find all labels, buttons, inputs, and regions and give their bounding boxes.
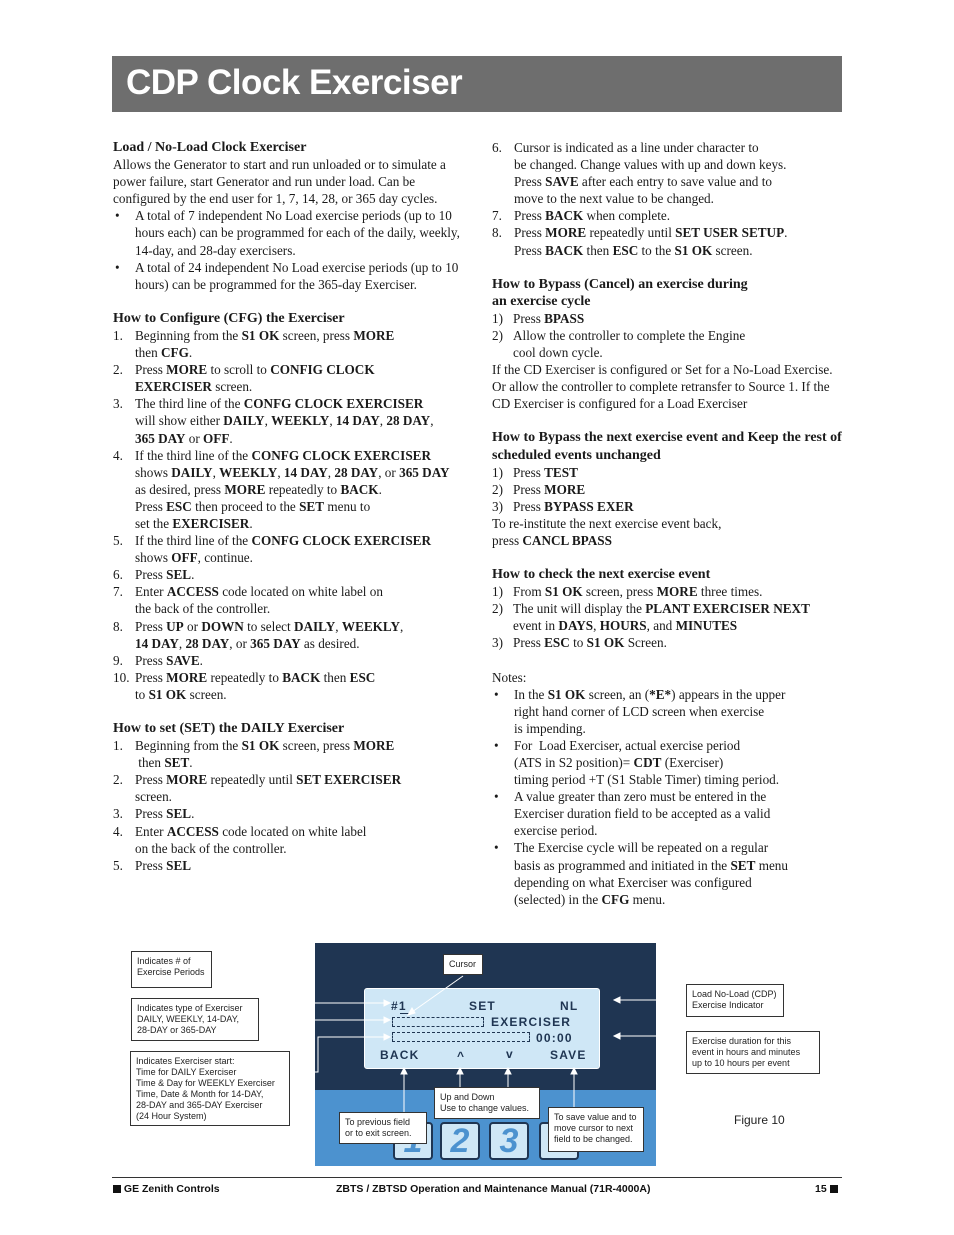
footer-square-icon: [113, 1185, 121, 1193]
callout-periods: Indicates # of Exercise Periods: [131, 951, 212, 988]
footer-left: GE Zenith Controls: [113, 1183, 220, 1195]
list-item: • A total of 7 independent No Load exercise periods (up to 10 hours each) can be programmed for each of the daily, weekly, 14-day, and 28-day exercisers.: [115, 208, 460, 258]
list-item: 2) The unit will display the PLANT EXERCISER NEXT event in DAYS, HOURS, and MINUTES: [492, 601, 810, 634]
callout-previous: To previous field or to exit screen.: [339, 1112, 427, 1144]
list-item: 1. Beginning from the S1 OK screen, press MORE then SET.: [113, 738, 395, 771]
section-heading: How to Bypass the next exercise event and Keep the rest of scheduled events unchanged: [492, 430, 842, 463]
lcd-save: SAVE: [550, 1048, 587, 1062]
footer-rule: [112, 1177, 842, 1178]
list-item: • For Load Exerciser, actual exercise period (ATS in S2 position)= CDT (Exerciser) timing period +T (S1 Stable Timer) timing period.: [494, 737, 780, 788]
list-item: 2) Press MORE: [492, 481, 586, 497]
list-item: 3) Press BYPASS EXER: [492, 498, 634, 514]
callout-cursor: Cursor: [443, 954, 483, 975]
list-item: 3. Press SEL.: [113, 806, 195, 822]
callout-up-down: Up and Down Use to change values.: [434, 1087, 540, 1119]
list-item: • A total of 24 independent No Load exercise periods (up to 10 hours) can be programmed for the 365-day Exerciser.: [115, 259, 459, 292]
list-item: 1. Beginning from the S1 OK screen, press MORE then CFG.: [113, 327, 395, 361]
callout-type: Indicates type of Exerciser DAILY, WEEKLY, 14-DAY, 28-DAY or 365-DAY: [131, 998, 259, 1041]
footer-center: ZBTS / ZBTSD Operation and Maintenance Manual (71R-4000A): [336, 1183, 651, 1195]
notes-label: Notes:: [492, 669, 527, 685]
soft-key-2[interactable]: 2: [440, 1122, 480, 1160]
lcd-nl-indicator: NL: [560, 999, 579, 1013]
callout-start: Indicates Exerciser start: Time for DAILY Exerciser Time & Day for WEEKLY Exerciser Time, Date & Month for 14-DAY, 28-DAY and 365-DAY Exerciser (24 Hour System): [130, 1051, 290, 1126]
paragraph: If the CD Exerciser is configured or Set for a No-Load Exercise. Or allow the controller to complete retransfer to Source 1. If the CD Exerciser is configured for a Load Exerciser: [492, 362, 833, 412]
lcd-up: ^: [457, 1049, 466, 1063]
list-item: 10. Press MORE repeatedly to BACK then ESC to S1 OK screen.: [113, 669, 376, 702]
list-item: 4. Enter ACCESS code located on white label on the back of the controller.: [113, 823, 367, 856]
list-item: 2) Allow the controller to complete the Engine cool down cycle.: [492, 327, 746, 361]
callout-load-indicator: Load No-Load (CDP) Exercise Indicator: [686, 984, 784, 1017]
list-item: • In the S1 OK screen, an (*E*) appears in the upper right hand corner of LCD screen when exercise is impending.: [494, 686, 786, 736]
list-item: 2. Press MORE repeatedly until SET EXERCISER screen.: [113, 772, 402, 805]
list-item: 8. Press UP or DOWN to select DAILY, WEEKLY, 14 DAY, 28 DAY, or 365 DAY as desired.: [113, 618, 404, 651]
section-heading: How to Bypass (Cancel) an exercise during an exercise cycle: [492, 276, 748, 309]
list-item: 3) Press ESC to S1 OK Screen.: [492, 635, 667, 651]
section-heading: Load / No-Load Clock Exerciser: [113, 140, 307, 155]
list-item: 6. Cursor is indicated as a line under character to be changed. Change values with up and down keys. Press SAVE after each entry to save value and to move to the next value to be changed.: [492, 140, 787, 207]
list-item: 7. Press BACK when complete.: [492, 208, 671, 224]
lcd-period-number: #1: [391, 999, 407, 1013]
list-item: 1) Press BPASS: [492, 310, 585, 326]
list-item: 6. Press SEL.: [113, 567, 195, 583]
list-item: 1) From S1 OK screen, press MORE three times.: [492, 584, 763, 600]
footer-page: 15: [815, 1183, 838, 1195]
section-heading: How to check the next exercise event: [492, 567, 711, 583]
list-item: 7. Enter ACCESS code located on white label on the back of the controller.: [113, 584, 383, 617]
list-item: • A value greater than zero must be entered in the Exerciser duration field to be accepted as a valid exercise period.: [494, 789, 771, 839]
callout-duration: Exercise duration for this event in hours and minutes up to 10 hours per event: [686, 1031, 820, 1074]
lcd-back: BACK: [380, 1048, 420, 1062]
lcd-exerciser: EXERCISER: [491, 1015, 572, 1029]
list-item: 3. The third line of the CONFG CLOCK EXERCISER will show either DAILY, WEEKLY, 14 DAY, 28 DAY, 365 DAY or OFF.: [113, 396, 434, 446]
paragraph: To re-institute the next exercise event back, press CANCL BPASS: [492, 515, 722, 548]
figure-caption: Figure 10: [734, 1113, 785, 1127]
list-item: 2. Press MORE to scroll to CONFIG CLOCK EXERCISER screen.: [113, 362, 375, 395]
list-item: 8. Press MORE repeatedly until SET USER SETUP. Press BACK then ESC to the S1 OK screen.: [492, 225, 788, 258]
footer-square-icon: [830, 1185, 838, 1193]
list-item: 5. If the third line of the CONFG CLOCK EXERCISER shows OFF, continue.: [113, 533, 431, 566]
list-item: • The Exercise cycle will be repeated on a regular basis as programmed and initiated in the SET menu depending on what Exerciser was configured (selected) in the CFG menu.: [494, 840, 788, 907]
page-title: CDP Clock Exerciser: [126, 63, 463, 102]
list-item: 9. Press SAVE.: [113, 652, 203, 668]
lcd-duration: 00:00: [536, 1031, 573, 1045]
list-item: 1) Press TEST: [492, 464, 578, 480]
soft-key-3[interactable]: 3: [489, 1122, 529, 1160]
list-item: 5. Press SEL: [113, 857, 192, 873]
lcd-set: SET: [469, 999, 496, 1013]
lcd-down: v: [506, 1047, 514, 1061]
section-heading: How to Configure (CFG) the Exerciser: [113, 310, 345, 326]
section-heading: How to set (SET) the DAILY Exerciser: [113, 721, 345, 736]
list-item: 4. If the third line of the CONFG CLOCK EXERCISER shows DAILY, WEEKLY, 14 DAY, 28 DAY, or 365 DAY as desired, press MORE repeatedly to BACK. Press ESC then proceed to the SET menu to set the EXERCISER.: [113, 447, 450, 531]
callout-save: To save value and to move cursor to next field to be changed.: [548, 1107, 644, 1152]
paragraph: Allows the Generator to start and run unloaded or to simulate a power failure, start Generator and run under load. Can be configured by the end user for 1, 7, 14, 28, or 365 day cycles.: [113, 157, 446, 207]
